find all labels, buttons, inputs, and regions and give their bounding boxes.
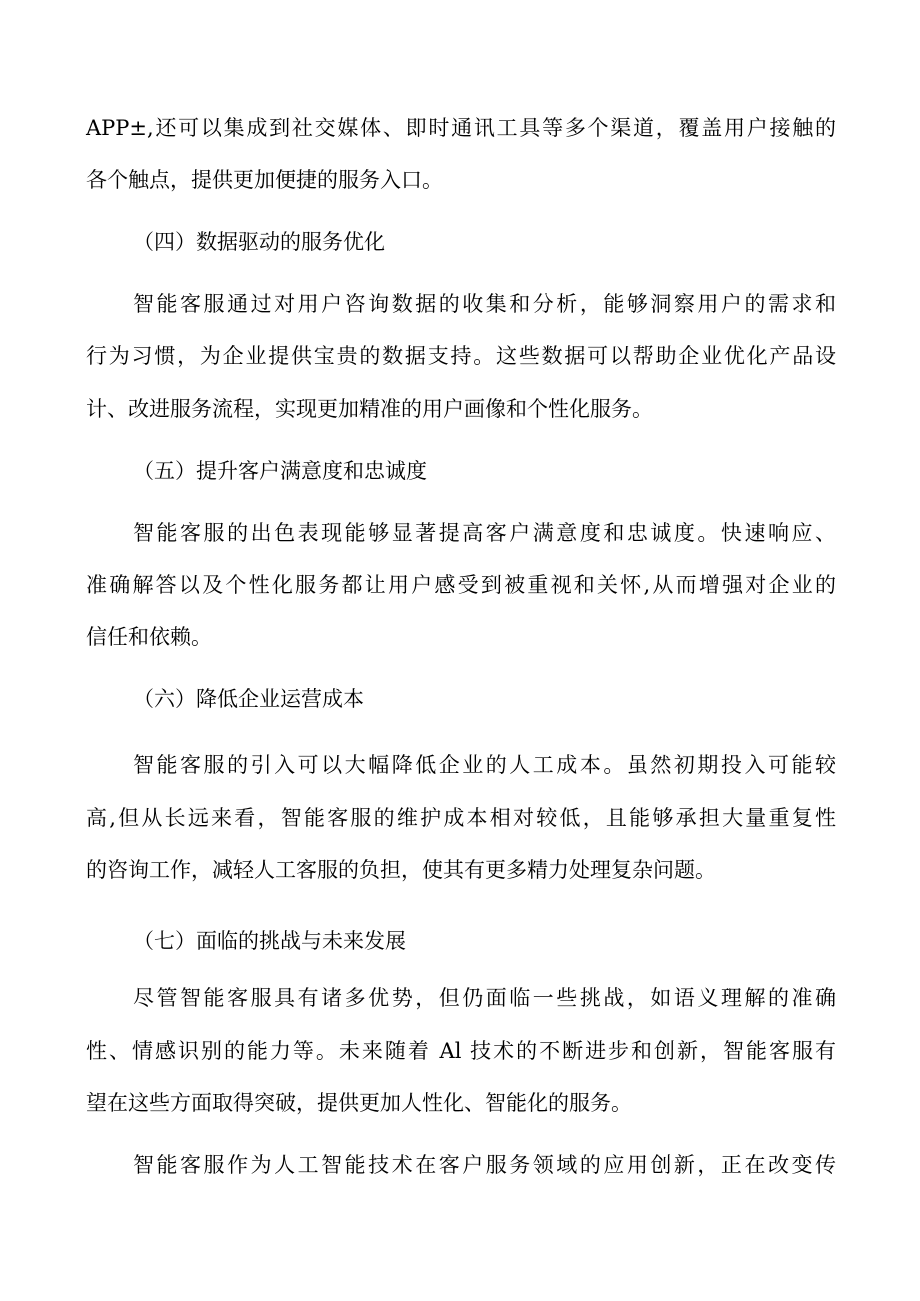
paragraph-line: 的咨询工作，减轻人工客服的负担，使其有更多精力处理复杂问题。 [86, 858, 716, 882]
section-heading-5: （五）提升客户满意度和忠诚度 [133, 459, 427, 483]
paragraph-line: 智能客服通过对用户咨询数据的收集和分析，能够洞察用户的需求和 [133, 292, 836, 316]
section-heading-6: （六）降低企业运营成本 [133, 687, 364, 711]
paragraph-line: 望在这些方面取得突破，提供更加人性化、智能化的服务。 [86, 1091, 632, 1115]
paragraph-line: 智能客服的引入可以大幅降低企业的人工成本。虽然初期投入可能较 [133, 753, 836, 777]
paragraph-line: 智能客服的出色表现能够显著提高客户满意度和忠诚度。快速响应、 [133, 521, 836, 545]
section-heading-4: （四）数据驱动的服务优化 [133, 230, 385, 254]
paragraph-line: 尽管智能客服具有诸多优势，但仍面临一些挑战，如语义理解的准确 [133, 986, 836, 1010]
paragraph-line: 高,但从长远来看，智能客服的维护成本相对较低，且能够承担大量重复性 [86, 806, 836, 830]
section-heading-7: （七）面临的挑战与未来发展 [133, 929, 406, 953]
paragraph-line: 性、情感识别的能力等。未来随着 Al 技术的不断进步和创新，智能客服有 [86, 1039, 836, 1063]
paragraph-line: 行为习惯，为企业提供宝贵的数据支持。这些数据可以帮助企业优化产品设 [86, 344, 836, 368]
paragraph-line: 准确解答以及个性化服务都让用户感受到被重视和关怀,从而增强对企业的 [86, 573, 836, 597]
paragraph-line: 各个触点，提供更加便捷的服务入口。 [86, 168, 443, 192]
paragraph-line: APP±,还可以集成到社交媒体、即时通讯工具等多个渠道，覆盖用户接触的 [86, 116, 836, 140]
paragraph-line: 信任和依赖。 [86, 625, 212, 649]
paragraph-line: 计、改进服务流程，实现更加精准的用户画像和个性化服务。 [86, 397, 653, 421]
paragraph-line: 智能客服作为人工智能技术在客户服务领域的应用创新，正在改变传 [133, 1153, 836, 1177]
